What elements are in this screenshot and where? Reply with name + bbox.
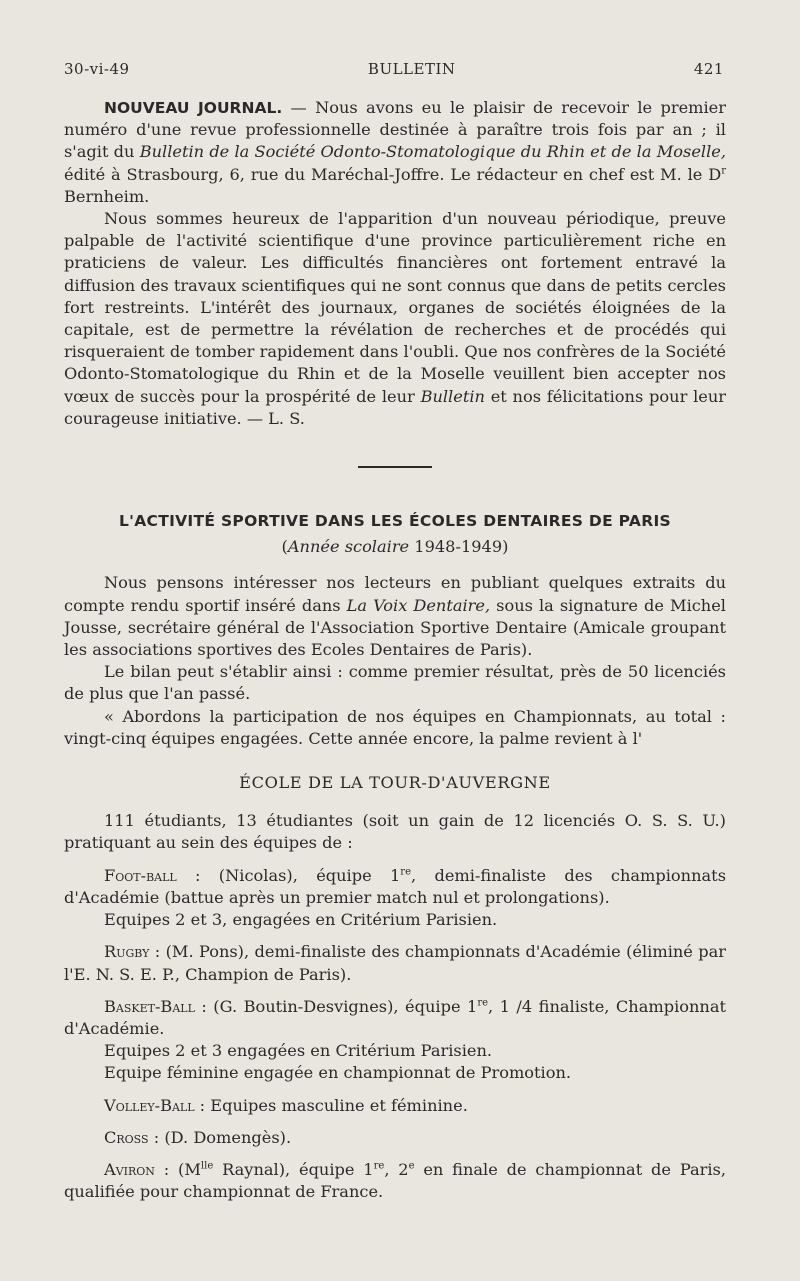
cross-entry: Cross : (D. Domengès). [104,1127,292,1147]
article-paragraph-1: Nous pensons intéresser nos lecteurs en publiant quelques extraits du compte rendu sportif inséré dans La Voix Dentaire, sous la signature de Michel Jousse, secrétaire général de l'Association Sportive Dentaire (Amicale groupant les associations sportives des Ecoles Dentaires de Paris). [64,573,726,660]
volleyball-entry: Volley-Ball : Equipes masculine et féminine. [104,1095,468,1115]
header-date: 30-vi-49 [64,60,130,78]
body-text [64,97,726,1203]
notice-heading: NOUVEAU JOURNAL. [104,99,283,117]
section-divider [358,466,432,468]
school-heading: ÉCOLE DE LA TOUR-D'AUVERGNE [239,773,551,793]
running-head [64,60,724,78]
article-paragraph-3: « Abordons la participation de nos équipes en Championnats, au total : vingt-cinq équipes engagées. Cette année encore, la palme revient à l' [64,706,726,748]
article-title: L'ACTIVITÉ SPORTIVE DANS LES ÉCOLES DENTAIRES DE PARIS [119,512,671,531]
header-page-number: 421 [693,60,724,78]
header-journal: BULLETIN [367,60,456,78]
notice-paragraph-2: Nous sommes heureux de l'apparition d'un nouveau périodique, preuve palpable de l'activité scientifique d'une province particulièrement riche en praticiens de valeur. Les difficultés financières ont fortement entravé la diffusion des travaux scientifiques qui ne sont connus que dans de petits cercles fort restreints. L'intérêt des journaux, organes de sociétés éloignées de la capitale, est de permettre la révélation de recherches et de procédés qui risqueraient de tomber rapidement dans l'oubli. Que nos confrères de la Société Odonto-Stomatologique du Rhin et de la Moselle veuillent bien accepter nos vœux de succès pour la prospérité de leur Bulletin et nos félicitations pour leur courageuse initiative. — L. S. [64,209,726,428]
basketball-entry-2: Equipes 2 et 3 engagées en Critérium Parisien. [104,1041,493,1061]
article-paragraph-2: Le bilan peut s'établir ainsi : comme premier résultat, près de 50 licenciés de plus que l'an passé. [64,662,726,704]
school-intro: 111 étudiants, 13 étudiantes (soit un gain de 12 licenciés O. S. S. U.) pratiquant au sein des équipes de : [64,811,726,853]
basketball-entry-3: Equipe féminine engagée en championnat de Promotion. [104,1063,572,1083]
football-entry-2: Equipes 2 et 3, engagées en Critérium Parisien. [104,910,498,930]
notice-paragraph-1: NOUVEAU JOURNAL. — Nous avons eu le plaisir de recevoir le premier numéro d'une revue professionnelle destinée à paraître trois fois par an ; il s'agit du Bulletin de la Société Odonto-Stomatologique du Rhin et de la Moselle, édité à Strasbourg, 6, rue du Maréchal-Joffre. Le rédacteur en chef est M. le $D^r$ Bernheim. [64,98,727,206]
rowing-entry: Aviron : ($M^{lle}$ Raynal), équipe 1re, 2e en finale de championnat de Paris, qualifiée pour championnat de France. [64,1159,726,1202]
rugby-entry: Rugby : (M. Pons), demi-finaliste des championnats d'Académie (éliminé par l'E. N. S. E. P., Champion de Paris). [64,942,726,984]
journal-title: Bulletin de la Société Odonto-Stomatologique du Rhin et de la Moselle, [139,142,727,162]
source-title: La Voix Dentaire, [346,595,491,615]
article-subtitle: (Année scolaire 1948-1949) [281,537,509,557]
basketball-entry: Basket-Ball : (G. Boutin-Desvignes), équipe 1re, 1 /4 finaliste, Championnat d'Académie. [64,996,726,1038]
football-entry: Foot-ball : (Nicolas), équipe 1re, demi-finaliste des championnats d'Académie (battue après un premier match nul et prolongations). [64,865,726,907]
